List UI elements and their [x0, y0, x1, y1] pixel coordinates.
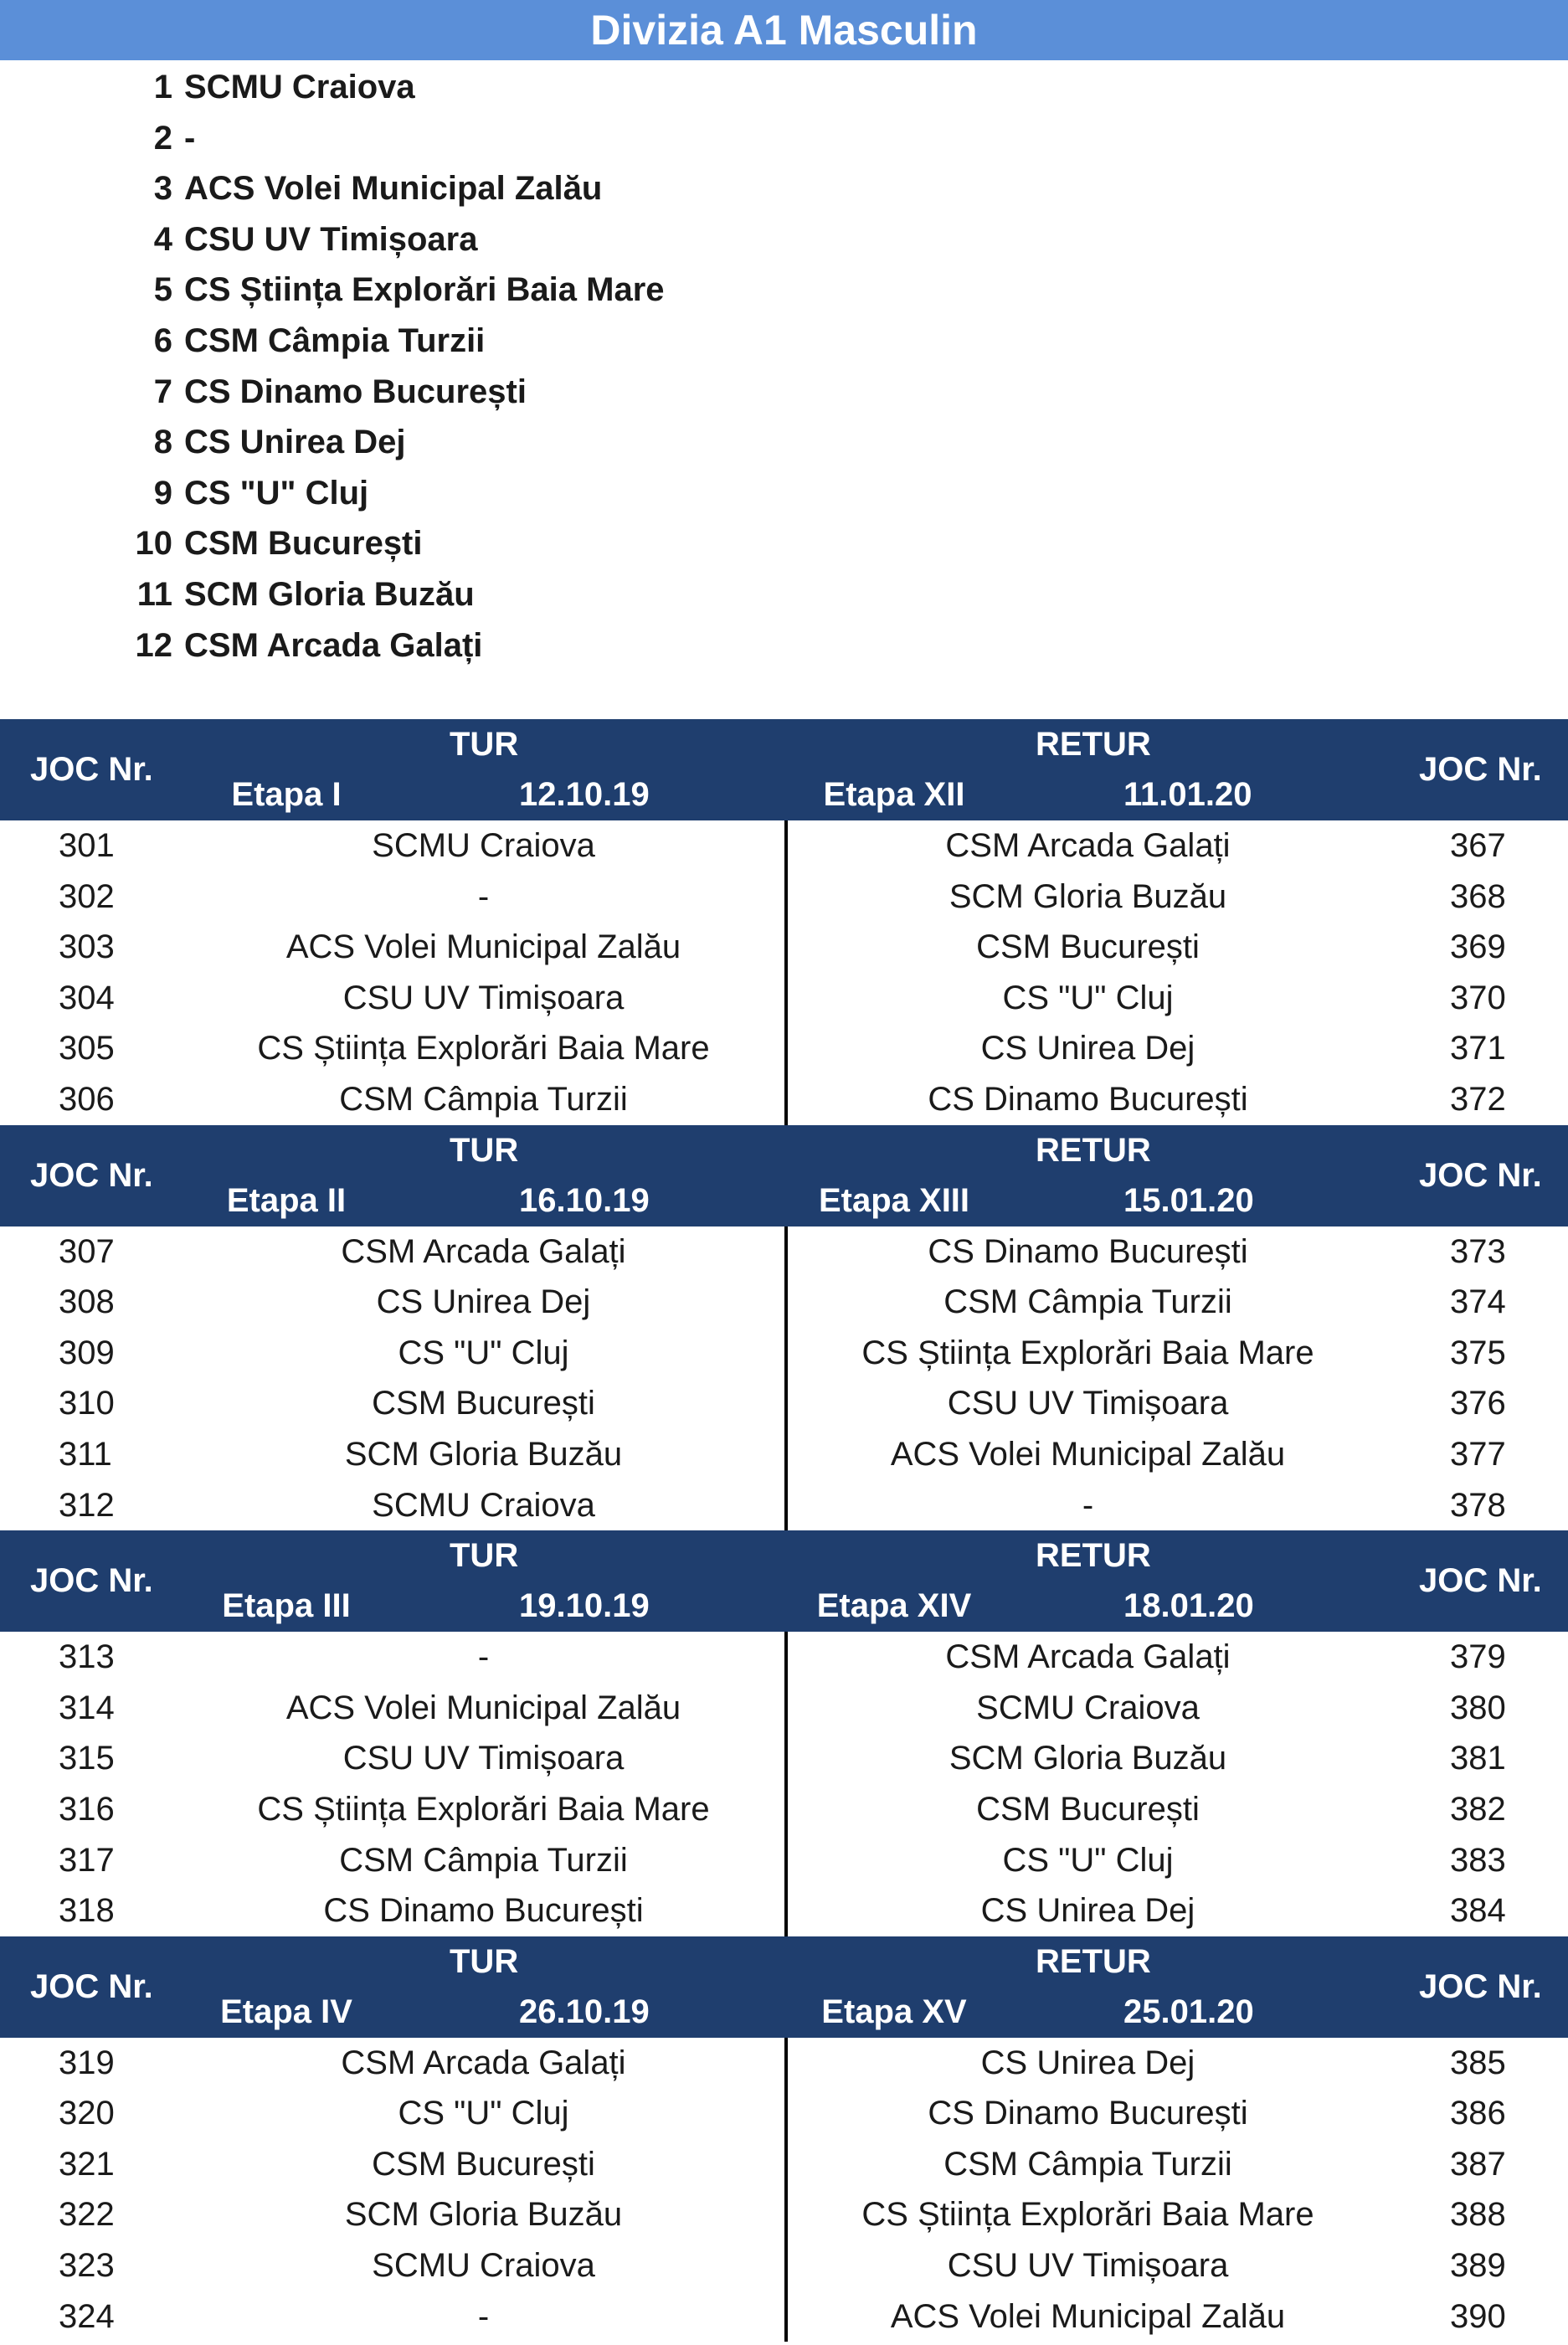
retur-home-team: ACS Volei Municipal Zalău — [890, 1435, 1286, 1473]
retur-home-team: SCM Gloria Buzău — [949, 877, 1227, 915]
match-row — [0, 973, 1568, 1024]
retur-home-team: CSM Câmpia Turzii — [943, 2145, 1232, 2183]
joc-nr-left-label: JOC Nr. — [30, 751, 153, 788]
team-name: CS "U" Cluj — [184, 474, 369, 512]
tur-match-number: 301 — [59, 827, 115, 864]
tur-date: 16.10.19 — [519, 1181, 650, 1219]
tur-home-team: CSU UV Timișoara — [342, 979, 625, 1016]
retur-home-team: ACS Volei Municipal Zalău — [890, 2297, 1286, 2335]
team-list — [0, 62, 1568, 671]
tur-match-number: 308 — [59, 1283, 115, 1321]
tur-home-team: SCM Gloria Buzău — [344, 2196, 623, 2234]
match-row — [0, 1632, 1568, 1683]
tur-home-team: - — [477, 2297, 490, 2335]
tur-home-team: ACS Volei Municipal Zalău — [285, 928, 681, 966]
team-number: 4 — [153, 220, 172, 258]
team-list-item — [0, 316, 1568, 367]
tur-date: 12.10.19 — [519, 776, 650, 813]
retur-match-number: 368 — [1450, 877, 1506, 915]
tur-home-team: CSU UV Timișoara — [342, 1740, 625, 1777]
retur-match-number: 373 — [1450, 1232, 1506, 1270]
match-row — [0, 1885, 1568, 1936]
tur-home-team: CS Unirea Dej — [376, 1283, 591, 1321]
team-name: SCMU Craiova — [184, 69, 415, 105]
retur-match-number: 370 — [1450, 979, 1506, 1016]
joc-nr-left-label: JOC Nr. — [30, 1156, 153, 1194]
team-number: 8 — [153, 424, 172, 461]
match-row — [0, 2240, 1568, 2291]
retur-label: RETUR — [1036, 726, 1151, 763]
team-name: - — [184, 119, 196, 157]
team-name: CSM Câmpia Turzii — [184, 321, 486, 359]
retur-home-team: CSM Arcada Galați — [945, 827, 1231, 864]
tur-home-team: - — [477, 1638, 490, 1676]
tur-match-number: 307 — [59, 1232, 115, 1270]
tur-label: TUR — [450, 1537, 519, 1575]
match-row — [0, 1733, 1568, 1784]
tur-home-team: CSM București — [372, 2145, 595, 2183]
tur-match-number: 313 — [59, 1638, 115, 1676]
tur-etapa: Etapa I — [231, 776, 342, 813]
retur-home-team: CS Știința Explorări Baia Mare — [861, 2196, 1314, 2234]
match-row — [0, 2038, 1568, 2089]
round-header — [0, 1530, 1568, 1632]
tur-home-team: SCMU Craiova — [372, 1486, 595, 1524]
retur-home-team: CS Dinamo București — [928, 1080, 1248, 1118]
match-row — [0, 2189, 1568, 2240]
retur-match-number: 380 — [1450, 1689, 1506, 1726]
retur-match-number: 376 — [1450, 1385, 1506, 1422]
team-list-item — [0, 518, 1568, 569]
tur-match-number: 324 — [59, 2297, 115, 2335]
team-number: 1 — [153, 69, 172, 105]
team-name: CSM Arcada Galați — [184, 626, 483, 664]
tur-match-number: 320 — [59, 2095, 115, 2132]
retur-match-number: 379 — [1450, 1638, 1506, 1676]
retur-home-team: CSU UV Timișoara — [947, 2247, 1229, 2285]
tur-label: TUR — [450, 726, 519, 763]
tur-home-team: CS "U" Cluj — [398, 2095, 569, 2132]
match-row — [0, 1683, 1568, 1734]
tur-match-number: 315 — [59, 1740, 115, 1777]
match-row — [0, 2139, 1568, 2190]
retur-match-number: 375 — [1450, 1334, 1506, 1371]
match-row — [0, 2291, 1568, 2342]
team-name: CS Dinamo București — [184, 373, 527, 410]
tur-home-team: CS Știința Explorări Baia Mare — [257, 1790, 710, 1828]
match-row — [0, 1429, 1568, 1480]
match-row — [0, 820, 1568, 872]
retur-match-number: 371 — [1450, 1030, 1506, 1067]
tur-etapa: Etapa III — [222, 1587, 351, 1625]
tur-match-number: 312 — [59, 1486, 115, 1524]
team-number: 6 — [153, 321, 172, 359]
team-list-item — [0, 113, 1568, 164]
match-row — [0, 1784, 1568, 1835]
retur-home-team: CSM Arcada Galați — [945, 1638, 1231, 1676]
tur-home-team: CS Dinamo București — [323, 1892, 644, 1930]
team-number: 9 — [153, 474, 172, 512]
retur-label: RETUR — [1036, 1942, 1151, 1980]
match-row — [0, 1835, 1568, 1886]
tur-match-number: 319 — [59, 2044, 115, 2081]
match-row — [0, 1480, 1568, 1531]
retur-home-team: CS "U" Cluj — [1002, 979, 1174, 1016]
tur-match-number: 321 — [59, 2145, 115, 2183]
retur-etapa: Etapa XIII — [818, 1181, 970, 1219]
retur-match-number: 389 — [1450, 2247, 1506, 2285]
tur-match-number: 303 — [59, 928, 115, 966]
retur-match-number: 367 — [1450, 827, 1506, 864]
retur-match-number: 372 — [1450, 1080, 1506, 1118]
retur-match-number: 382 — [1450, 1790, 1506, 1828]
joc-nr-right-label: JOC Nr. — [1419, 1562, 1542, 1600]
retur-match-number: 383 — [1450, 1841, 1506, 1879]
tur-match-number: 322 — [59, 2196, 115, 2234]
match-row — [0, 1378, 1568, 1429]
retur-match-number: 374 — [1450, 1283, 1506, 1321]
retur-match-number: 381 — [1450, 1740, 1506, 1777]
retur-home-team: SCMU Craiova — [976, 1689, 1200, 1726]
tur-label: TUR — [450, 1131, 519, 1169]
team-list-item — [0, 214, 1568, 265]
tur-date: 19.10.19 — [519, 1587, 650, 1625]
tur-home-team: SCM Gloria Buzău — [344, 1435, 623, 1473]
tur-home-team: SCMU Craiova — [372, 827, 595, 864]
retur-match-number: 387 — [1450, 2145, 1506, 2183]
retur-home-team: CS Dinamo București — [928, 2095, 1248, 2132]
team-list-item — [0, 468, 1568, 519]
tur-home-team: CSM Câmpia Turzii — [339, 1080, 628, 1118]
retur-match-number: 386 — [1450, 2095, 1506, 2132]
round-header — [0, 1936, 1568, 2038]
retur-home-team: CS "U" Cluj — [1002, 1841, 1174, 1879]
team-name: CSM București — [184, 525, 423, 563]
retur-home-team: SCM Gloria Buzău — [949, 1740, 1227, 1777]
retur-match-number: 369 — [1450, 928, 1506, 966]
tur-home-team: CS "U" Cluj — [398, 1334, 569, 1371]
tur-match-number: 316 — [59, 1790, 115, 1828]
retur-label: RETUR — [1036, 1131, 1151, 1169]
retur-home-team: CSM București — [976, 1790, 1200, 1828]
team-name: CS Știința Explorări Baia Mare — [184, 271, 665, 309]
match-row — [0, 1226, 1568, 1278]
match-row — [0, 1023, 1568, 1074]
team-number: 3 — [153, 170, 172, 208]
round-header — [0, 1125, 1568, 1226]
retur-home-team: CS Unirea Dej — [980, 1030, 1195, 1067]
retur-match-number: 377 — [1450, 1435, 1506, 1473]
team-name: SCM Gloria Buzău — [184, 575, 475, 613]
team-number: 11 — [136, 575, 172, 613]
tur-home-team: - — [477, 877, 490, 915]
team-name: CSU UV Timișoara — [184, 220, 478, 258]
retur-match-number: 378 — [1450, 1486, 1506, 1524]
tur-match-number: 311 — [59, 1435, 112, 1473]
retur-match-number: 384 — [1450, 1892, 1506, 1930]
team-list-item — [0, 163, 1568, 214]
tur-match-number: 310 — [59, 1385, 115, 1422]
retur-home-team: CS Unirea Dej — [980, 1892, 1195, 1930]
retur-etapa: Etapa XIV — [816, 1587, 972, 1625]
retur-home-team: CS Știința Explorări Baia Mare — [861, 1334, 1314, 1371]
round-header — [0, 719, 1568, 820]
tur-home-team: SCMU Craiova — [372, 2247, 595, 2285]
tur-home-team: CSM Arcada Galați — [341, 2044, 626, 2081]
match-row — [0, 1277, 1568, 1328]
retur-date: 15.01.20 — [1123, 1181, 1254, 1219]
tur-etapa: Etapa II — [226, 1181, 347, 1219]
tur-match-number: 302 — [59, 877, 115, 915]
match-row — [0, 922, 1568, 973]
retur-home-team: CSU UV Timișoara — [947, 1385, 1229, 1422]
retur-label: RETUR — [1036, 1537, 1151, 1575]
schedule-table — [0, 719, 1568, 2342]
tur-match-number: 306 — [59, 1080, 115, 1118]
tur-home-team: CSM București — [372, 1385, 595, 1422]
tur-match-number: 309 — [59, 1334, 115, 1371]
team-list-item — [0, 62, 1568, 113]
tur-match-number: 318 — [59, 1892, 115, 1930]
joc-nr-left-label: JOC Nr. — [30, 1967, 153, 2005]
team-list-item — [0, 265, 1568, 316]
team-list-item — [0, 569, 1568, 620]
team-list-item — [0, 367, 1568, 418]
match-row — [0, 1328, 1568, 1379]
tur-home-team: ACS Volei Municipal Zalău — [285, 1689, 681, 1726]
retur-home-team: CS Dinamo București — [928, 1232, 1248, 1270]
page-title: Divizia A1 Masculin — [0, 0, 1568, 60]
tur-home-team: CSM Arcada Galați — [341, 1232, 626, 1270]
retur-match-number: 388 — [1450, 2196, 1506, 2234]
team-number: 10 — [135, 525, 172, 563]
joc-nr-right-label: JOC Nr. — [1419, 751, 1542, 788]
team-list-item — [0, 620, 1568, 671]
tur-match-number: 323 — [59, 2247, 115, 2285]
retur-home-team: CSM București — [976, 928, 1200, 966]
tur-match-number: 314 — [59, 1689, 115, 1726]
match-row — [0, 872, 1568, 923]
retur-date: 25.01.20 — [1123, 1993, 1254, 2030]
joc-nr-right-label: JOC Nr. — [1419, 1156, 1542, 1194]
retur-etapa: Etapa XV — [821, 1993, 967, 2030]
retur-date: 11.01.20 — [1123, 776, 1252, 813]
tur-label: TUR — [450, 1942, 519, 1980]
retur-date: 18.01.20 — [1123, 1587, 1254, 1625]
retur-home-team: CS Unirea Dej — [980, 2044, 1195, 2081]
team-number: 7 — [153, 373, 172, 410]
tur-date: 26.10.19 — [519, 1993, 650, 2030]
tur-match-number: 304 — [59, 979, 115, 1016]
retur-etapa: Etapa XII — [823, 776, 965, 813]
retur-home-team: CSM Câmpia Turzii — [943, 1283, 1232, 1321]
retur-match-number: 390 — [1450, 2297, 1506, 2335]
team-name: ACS Volei Municipal Zalău — [184, 170, 603, 208]
tur-etapa: Etapa IV — [220, 1993, 352, 2030]
joc-nr-left-label: JOC Nr. — [30, 1562, 153, 1600]
retur-match-number: 385 — [1450, 2044, 1506, 2081]
tur-home-team: CSM Câmpia Turzii — [339, 1841, 628, 1879]
team-name: CS Unirea Dej — [184, 424, 406, 461]
tur-match-number: 305 — [59, 1030, 115, 1067]
team-number: 2 — [153, 119, 172, 157]
match-row — [0, 2088, 1568, 2139]
joc-nr-right-label: JOC Nr. — [1419, 1967, 1542, 2005]
match-row — [0, 1074, 1568, 1125]
tur-home-team: CS Știința Explorări Baia Mare — [257, 1030, 710, 1067]
team-number: 5 — [153, 271, 172, 309]
team-list-item — [0, 417, 1568, 468]
team-number: 12 — [135, 626, 172, 664]
retur-home-team: - — [1082, 1486, 1094, 1524]
tur-match-number: 317 — [59, 1841, 115, 1879]
